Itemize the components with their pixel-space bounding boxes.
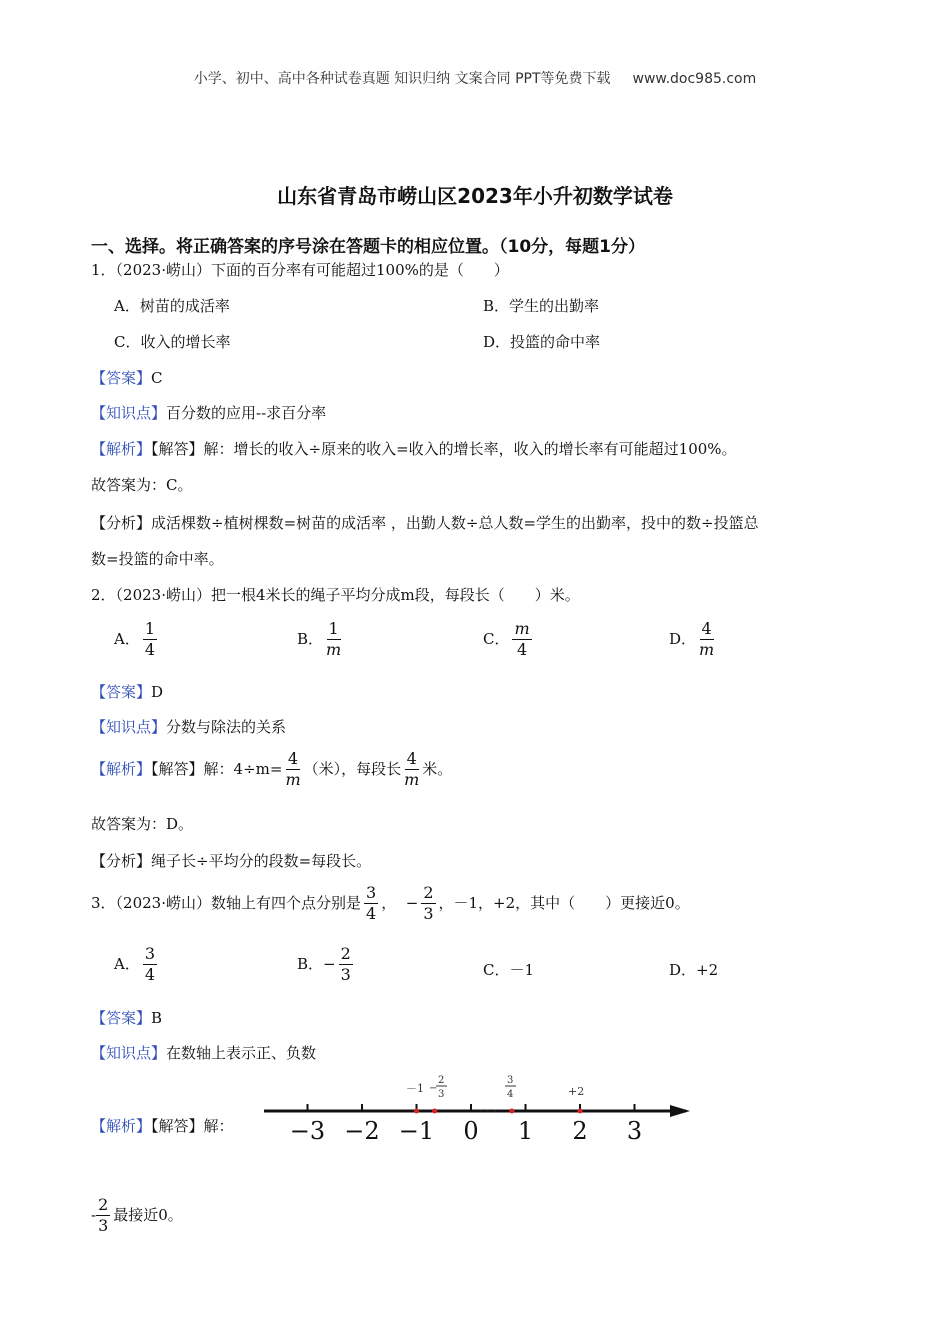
number-line-tick-label: 3 xyxy=(626,1117,643,1145)
fenxi-tag: 【分析】 xyxy=(91,852,152,870)
frac-num: m xyxy=(512,620,531,640)
number-line-tick-label: 1 xyxy=(517,1117,534,1145)
q1-fenxi-text-1: 成活棵数÷植树棵数=树苗的成活率 ，出勤人数÷总人数=学生的出勤率，投中的数÷投篮总 xyxy=(151,514,759,532)
frac-den: m xyxy=(699,640,715,660)
q2-analysis-frac-2 xyxy=(404,750,419,790)
q1-fenxi-cont: 数=投篮的命中率。 xyxy=(91,550,224,568)
q3-option-d-label: D． xyxy=(669,961,697,979)
frac-num: 3 xyxy=(364,884,378,904)
q3-option-d xyxy=(669,959,718,980)
q1-option-b: B．学生的出勤率 xyxy=(483,297,600,315)
q2-option-a xyxy=(114,620,160,660)
q1-analysis-text: 解：增长的收入÷原来的收入=收入的增长率，收入的增长率有可能超过100%。 xyxy=(203,440,737,458)
q3-option-c-label: C． xyxy=(483,961,510,979)
q3-option-b-frac xyxy=(339,945,353,985)
number-line-point xyxy=(578,1109,583,1114)
q2-analysis-post: 米。 xyxy=(422,759,453,778)
nl-label-frac-3-4-den: 4 xyxy=(507,1089,514,1100)
frac-den: 4 xyxy=(516,640,528,660)
number-line-tick-label: −1 xyxy=(398,1117,435,1145)
solution-tag: 【解答】 xyxy=(151,1117,204,1135)
frac-num: 1 xyxy=(143,620,157,640)
q2-option-b-frac xyxy=(326,620,341,660)
q2-analysis xyxy=(91,750,452,790)
q3-stem-neg: − xyxy=(405,893,419,912)
answer-tag: 【答案】 xyxy=(91,683,152,701)
frac-num: 2 xyxy=(96,1196,110,1216)
q2-option-b xyxy=(297,620,344,660)
knowledge-tag: 【知识点】 xyxy=(91,718,167,736)
answer-tag: 【答案】 xyxy=(91,369,152,387)
frac-den: m xyxy=(285,770,301,790)
q2-option-d xyxy=(669,620,717,660)
q2-conclusion: 故答案为：D。 xyxy=(91,815,194,833)
knowledge-tag: 【知识点】 xyxy=(91,1044,167,1062)
number-line-tick-label: −2 xyxy=(344,1117,380,1145)
q2-option-d-frac xyxy=(699,620,714,660)
frac-num: 2 xyxy=(421,884,435,904)
q1-answer xyxy=(91,367,163,388)
nl-label-frac-3-4-num: 3 xyxy=(507,1075,514,1086)
q3-option-d-text: +2 xyxy=(696,961,719,979)
q1-knowledge-text: 百分数的应用--求百分率 xyxy=(166,404,327,422)
q1-fenxi xyxy=(91,512,759,533)
frac-den: 4 xyxy=(366,904,377,924)
q3-knowledge-text: 在数轴上表示正、负数 xyxy=(166,1044,317,1062)
q3-option-c xyxy=(483,959,534,980)
analysis-tag: 【解析】 xyxy=(91,1117,152,1135)
q1-stem: 1．（2023·崂山）下面的百分率有可能超过100%的是（ ） xyxy=(91,261,509,279)
q3-knowledge xyxy=(91,1042,316,1063)
number-line-tick-label: 0 xyxy=(463,1117,479,1145)
q2-fenxi xyxy=(91,850,371,871)
solution-prefix: 解： xyxy=(203,1117,234,1135)
nl-label-minus1: －1 xyxy=(406,1082,424,1095)
frac-num: 4 xyxy=(405,750,419,770)
frac-num: 4 xyxy=(286,750,300,770)
section-heading: 一、选择。将正确答案的序号涂在答题卡的相应位置。（10分，每题1分） xyxy=(91,237,645,257)
nl-label-frac-2-3-den: 3 xyxy=(438,1089,445,1100)
solution-tag: 【解答】 xyxy=(151,759,204,778)
frac-den: 3 xyxy=(340,965,351,985)
q2-analysis-pre: 解：4÷m= xyxy=(203,759,283,778)
q3-option-b-label: B． xyxy=(297,954,324,973)
q1-knowledge xyxy=(91,402,326,423)
answer-tag: 【答案】 xyxy=(91,1009,152,1027)
q1-analysis xyxy=(91,438,737,459)
q1-option-c: C．收入的增长率 xyxy=(114,333,231,351)
q3-option-a xyxy=(114,945,160,985)
q2-option-c xyxy=(483,620,535,660)
q3-option-a-label: A． xyxy=(114,954,140,973)
q1-answer-value: C xyxy=(151,369,163,387)
q2-option-b-label: B． xyxy=(297,629,324,648)
q2-answer-value: D xyxy=(151,683,164,701)
q3-stem-sep: ， xyxy=(381,893,397,912)
q3-stem-post: ，－1，+2，其中（ ）更接近0。 xyxy=(438,893,690,912)
q2-stem: 2．（2023·崂山）把一根4米长的绳子平均分成m段，每段长（ ）米。 xyxy=(91,586,580,604)
q3-stem-pre: 3．（2023·崂山）数轴上有四个点分别是 xyxy=(91,893,361,912)
arrow-head-icon xyxy=(670,1105,690,1117)
frac-num: 4 xyxy=(700,620,714,640)
number-line-tick-label: 2 xyxy=(572,1117,588,1145)
q3-option-a-frac xyxy=(143,945,157,985)
q2-knowledge-text: 分数与除法的关系 xyxy=(166,718,287,736)
q3-conclusion xyxy=(91,1196,183,1236)
page-header xyxy=(0,68,950,88)
frac-den: m xyxy=(404,770,420,790)
frac-num: 1 xyxy=(327,620,341,640)
q3-option-b xyxy=(297,945,356,985)
solution-tag: 【解答】 xyxy=(151,440,204,458)
q2-fenxi-text: 绳子长÷平均分的段数=每段长。 xyxy=(151,852,372,870)
q3-answer xyxy=(91,1007,162,1028)
number-line-tick-label: −3 xyxy=(289,1117,326,1145)
q2-option-c-frac xyxy=(512,620,531,660)
q2-option-d-label: D． xyxy=(669,629,697,648)
q3-conclusion-neg: - xyxy=(91,1205,97,1224)
frac-num: 3 xyxy=(143,945,157,965)
frac-num: 2 xyxy=(339,945,353,965)
number-line-point xyxy=(509,1109,514,1114)
nl-label-neg-sign: − xyxy=(429,1083,438,1094)
q2-answer xyxy=(91,681,163,702)
nl-label-plus2: +2 xyxy=(568,1085,585,1098)
q2-option-a-frac xyxy=(143,620,157,660)
q3-option-c-text: －1 xyxy=(509,961,535,979)
q1-option-a: A．树苗的成活率 xyxy=(114,297,230,315)
frac-den: 3 xyxy=(98,1216,109,1236)
fenxi-tag: 【分析】 xyxy=(91,514,152,532)
nl-label-frac-2-3-num: 2 xyxy=(438,1075,445,1086)
header-text: 小学、初中、高中各种试卷真题 知识归纳 文案合同 PPT等免费下载 xyxy=(193,71,611,87)
q1-option-d: D．投篮的命中率 xyxy=(483,333,601,351)
analysis-tag: 【解析】 xyxy=(91,440,152,458)
number-line-figure xyxy=(258,1068,698,1154)
analysis-tag: 【解析】 xyxy=(91,759,152,778)
header-url[interactable]: www.doc985.com xyxy=(632,71,757,87)
frac-den: m xyxy=(326,640,342,660)
frac-den: 4 xyxy=(144,640,156,660)
q3-stem-frac-1 xyxy=(364,884,378,924)
q1-conclusion: 故答案为：C。 xyxy=(91,476,193,494)
q2-knowledge xyxy=(91,716,286,737)
number-line-point xyxy=(432,1109,437,1114)
q3-analysis xyxy=(91,1115,234,1136)
number-line-point xyxy=(414,1109,419,1114)
q3-answer-value: B xyxy=(151,1009,163,1027)
frac-den: 3 xyxy=(423,904,434,924)
q3-stem-frac-2 xyxy=(421,884,435,924)
q2-option-a-label: A． xyxy=(114,629,140,648)
q2-analysis-mid: （米），每段长 xyxy=(303,759,402,778)
knowledge-tag: 【知识点】 xyxy=(91,404,167,422)
q3-conclusion-frac xyxy=(96,1196,110,1236)
q2-analysis-frac-1 xyxy=(285,750,300,790)
q3-option-b-neg: − xyxy=(323,954,336,973)
q2-option-c-label: C． xyxy=(483,629,510,648)
number-line-dots: · · · xyxy=(479,1104,497,1117)
exam-title: 山东省青岛市崂山区2023年小升初数学试卷 xyxy=(277,184,673,208)
frac-den: 4 xyxy=(144,965,156,985)
q3-conclusion-text: 最接近0。 xyxy=(113,1205,183,1224)
q3-stem xyxy=(91,884,690,924)
